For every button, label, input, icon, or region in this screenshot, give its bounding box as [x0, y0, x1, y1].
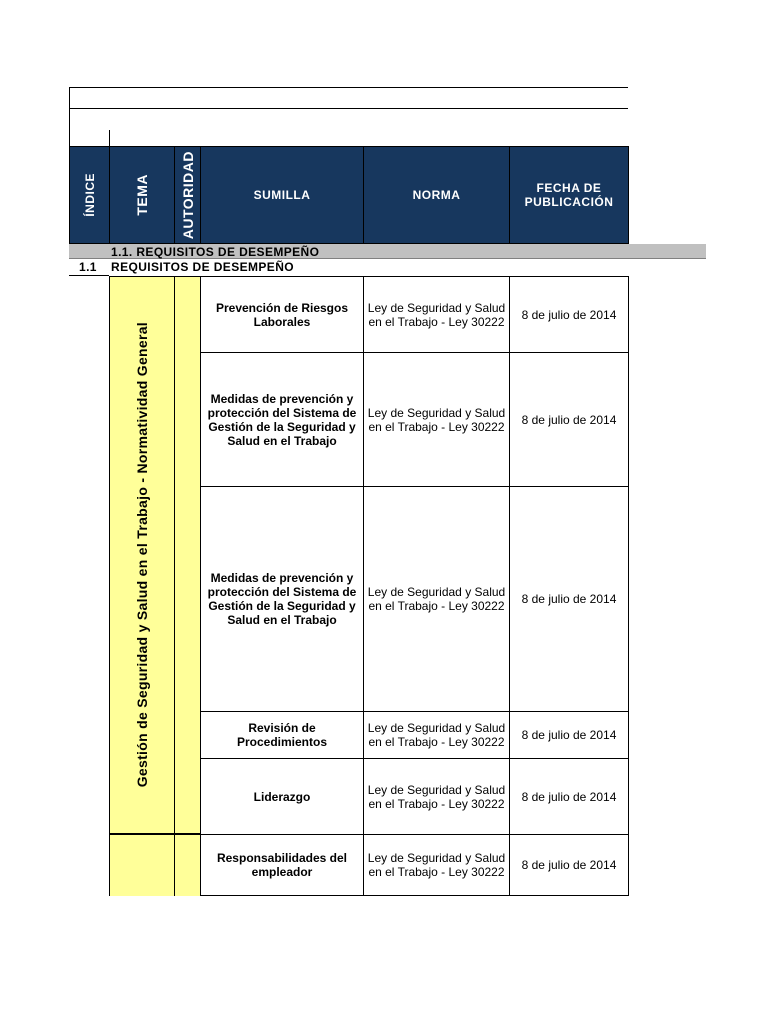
header-sumilla-label: SUMILLA [253, 188, 311, 202]
table-row-norma: Ley de Seguridad y Salud en el Trabajo - Ley 30222 [363, 758, 510, 835]
tema-label: Gestión de Seguridad y Salud en el Trabajo - Normatividad General [133, 322, 150, 788]
autoridad-cell-2 [174, 834, 201, 896]
header-indice-label: ÍNDICE [82, 173, 97, 217]
header-fecha-line1: FECHA DE [536, 181, 602, 195]
header-tema-label: TEMA [134, 174, 150, 216]
header-fecha [509, 146, 629, 244]
table-row-fecha: 8 de julio de 2014 [509, 352, 629, 487]
header-tema [109, 146, 175, 244]
tema-cell-2 [109, 834, 175, 896]
table-row-sumilla: Revisión de Procedimientos [200, 711, 364, 759]
title-divider-line [69, 108, 628, 109]
section-title: REQUISITOS DE DESEMPEÑO [111, 260, 295, 274]
header-fecha-line2: PUBLICACIÓN [524, 195, 614, 209]
section-underline [69, 275, 109, 276]
table-row-fecha: 8 de julio de 2014 [509, 758, 629, 835]
header-sumilla [200, 146, 364, 244]
table-row-norma: Ley de Seguridad y Salud en el Trabajo - Ley 30222 [363, 711, 510, 759]
table-row-sumilla: Medidas de prevención y protección del Sistema de Gestión de la Seguridad y Salud en el Trabajo [200, 486, 364, 712]
table-row-sumilla: Liderazgo [200, 758, 364, 835]
table-row-sumilla: Prevención de Riesgos Laborales [200, 276, 364, 353]
column-tick-line [109, 130, 110, 146]
header-autoridad-label: AUTORIDAD [179, 150, 196, 240]
header-indice [69, 146, 110, 244]
table-row-norma: Ley de Seguridad y Salud en el Trabajo - Ley 30222 [363, 352, 510, 487]
table-row-norma: Ley de Seguridad y Salud en el Trabajo - Ley 30222 [363, 834, 510, 896]
table-row-norma: Ley de Seguridad y Salud en el Trabajo - Ley 30222 [363, 276, 510, 353]
header-autoridad [174, 146, 201, 244]
table-row-fecha: 8 de julio de 2014 [509, 711, 629, 759]
header-norma [363, 146, 510, 244]
table-row-fecha: 8 de julio de 2014 [509, 834, 629, 896]
section-bar-title: 1.1. REQUISITOS DE DESEMPEÑO [111, 245, 320, 259]
header-norma-label: NORMA [412, 188, 461, 202]
autoridad-cell [174, 276, 201, 834]
top-border-line [69, 87, 628, 88]
table-row-norma: Ley de Seguridad y Salud en el Trabajo - Ley 30222 [363, 486, 510, 712]
table-row-sumilla: Responsabilidades del empleador [200, 834, 364, 896]
section-index: 1.1 [79, 260, 97, 274]
table-row-sumilla: Medidas de prevención y protección del Sistema de Gestión de la Seguridad y Salud en el Trabajo [200, 352, 364, 487]
tema-cell-text-wrap [109, 276, 174, 834]
table-row-fecha: 8 de julio de 2014 [509, 276, 629, 353]
table-row-fecha: 8 de julio de 2014 [509, 486, 629, 712]
